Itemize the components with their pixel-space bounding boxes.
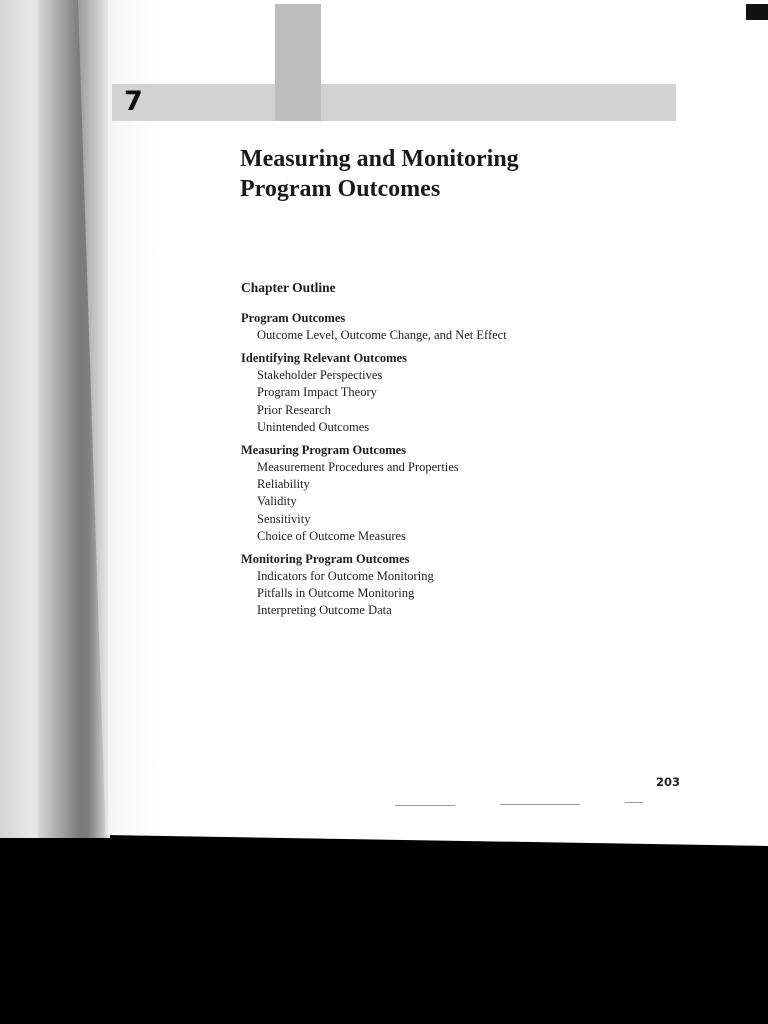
outline-item: Sensitivity	[257, 511, 311, 526]
outline-item: Program Impact Theory	[257, 385, 377, 400]
outline-item: Unintended Outcomes	[257, 419, 370, 434]
outline-section-title: Identifying Relevant Outcomes	[241, 351, 407, 366]
chapter-number: 7	[124, 86, 143, 117]
outline-section-title: Program Outcomes	[241, 311, 346, 325]
outline-item: Choice of Outcome Measures	[257, 528, 406, 543]
outline-item: Reliability	[257, 477, 310, 492]
outline-item: Stakeholder Perspectives	[257, 368, 383, 383]
outline-heading: Chapter Outline	[241, 280, 336, 295]
outline-item: Interpreting Outcome Data	[257, 603, 392, 618]
outline-item: Measurement Procedures and Properties	[257, 460, 459, 475]
scan-corner-mark	[746, 4, 768, 20]
outline-section	[241, 442, 661, 545]
chapter-title-line-1: Measuring and Monitoring	[240, 146, 519, 172]
outline-section	[241, 551, 661, 620]
outline-section-title: Monitoring Program Outcomes	[241, 552, 410, 567]
scan-speck	[500, 804, 580, 805]
chapter-header-tab	[275, 4, 321, 121]
page-number: 203	[656, 775, 681, 789]
chapter-title	[240, 144, 660, 204]
chapter-title-line-2: Program Outcomes	[240, 176, 441, 202]
scan-speck	[395, 805, 455, 806]
outline-section-title: Measuring Program Outcomes	[241, 443, 407, 458]
outline-section	[241, 350, 661, 436]
outline-item: Prior Research	[257, 402, 331, 417]
outline-item: Pitfalls in Outcome Monitoring	[257, 586, 415, 601]
outline-section	[241, 310, 661, 344]
scan-speck	[625, 802, 643, 803]
outline-item: Indicators for Outcome Monitoring	[257, 569, 434, 584]
chapter-header-band	[112, 84, 676, 121]
outline-item: Outcome Level, Outcome Change, and Net Effect	[257, 328, 507, 342]
spine-shadow	[38, 0, 108, 838]
chapter-outline	[241, 278, 661, 626]
outline-item: Validity	[257, 494, 297, 509]
